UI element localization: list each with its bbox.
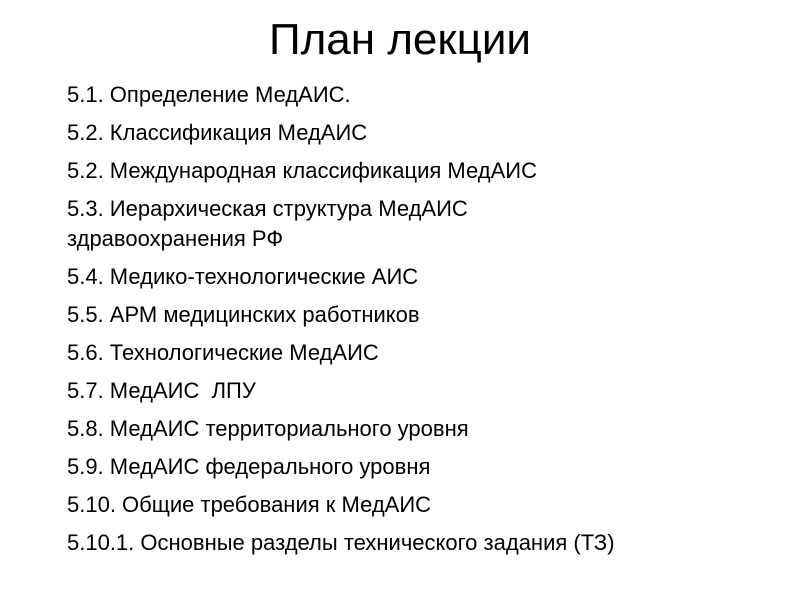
list-item: 5.10.1. Основные разделы технического задания (ТЗ) <box>67 530 615 555</box>
list-item: 5.6. Технологические МедАИС <box>67 340 379 365</box>
list-item: 5.2. Международная классификация МедАИС <box>67 158 537 183</box>
list-item: 5.4. Медико-технологические АИС <box>67 264 419 289</box>
page-title: План лекции <box>268 15 532 64</box>
list-item: 5.3. Иерархическая структура МедАИС здравоохранения РФ <box>67 196 468 251</box>
list-item: 5.1. Определение МедАИС. <box>67 82 351 107</box>
list-item: 5.2. Классификация МедАИС <box>67 120 368 145</box>
list-item: 5.8. МедАИС территориального уровня <box>67 416 469 441</box>
list-item: 5.9. МедАИС федерального уровня <box>67 454 431 479</box>
list-item: 5.5. АРМ медицинских работников <box>67 302 420 327</box>
lecture-plan-list <box>67 80 787 566</box>
list-item: 5.10. Общие требования к МедАИС <box>67 492 432 517</box>
list-item: 5.7. МедАИС ЛПУ <box>67 378 256 403</box>
